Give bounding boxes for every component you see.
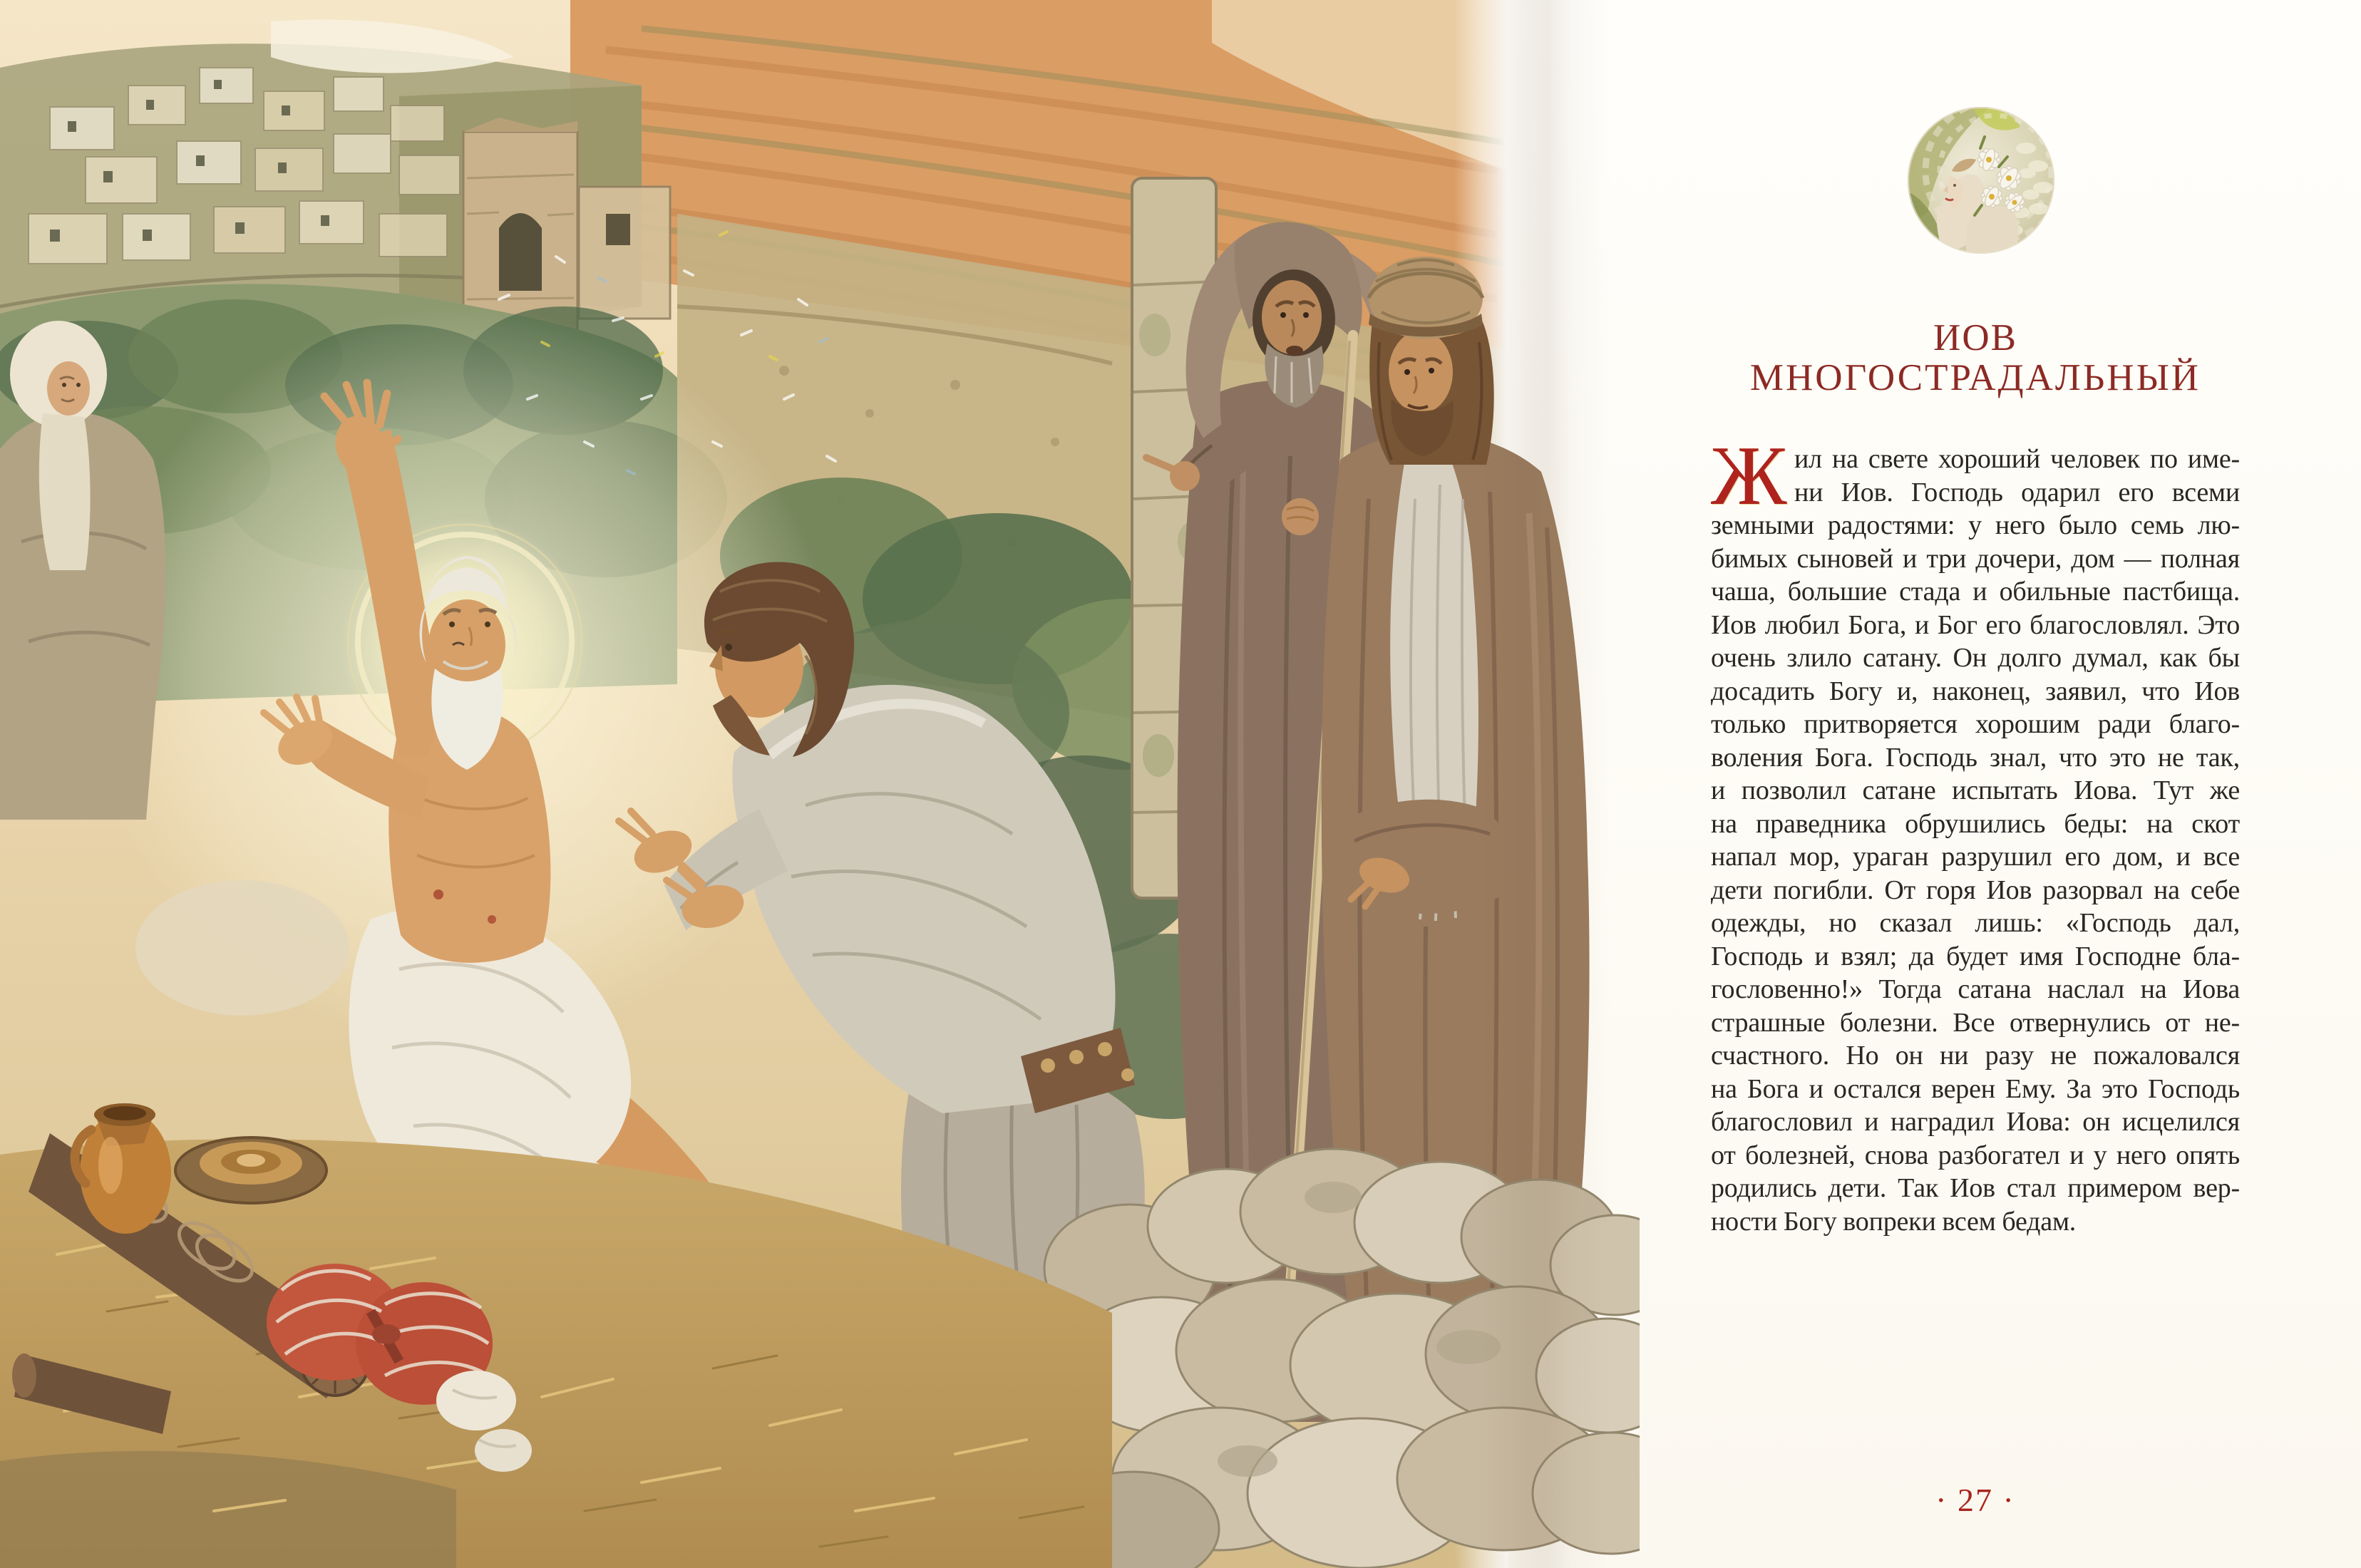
drop-cap: Ж [1711,428,1787,522]
story-text [1711,428,2240,1238]
page-number: · 27 · [1935,1482,2015,1518]
text-line: очень злило сатану. Он долго думал, как бы [1711,643,2240,673]
text-line: страшные болезни. Все отвернулись от не- [1711,1007,2240,1038]
text-line: воления Бога. Господь знал, что это не так, [1711,742,2240,773]
text-line: ил на свете хороший человек по име- [1794,444,2240,474]
text-line: на Бога и остался верен Ему. За это Господь [1711,1073,2240,1104]
text-line: напал мор, ураган разрушил его дом, и все [1711,842,2240,872]
rocks [1044,1149,1640,1568]
rock [135,880,349,1016]
text-line: гословенно!» Тогда сатана наслал на Иова [1711,974,2240,1004]
text-line: чаша, большие стада и обильные пастбища. [1711,577,2240,607]
chapter-medallion [1906,105,2056,255]
text-line: на праведника обрушились беды: на скот [1711,808,2240,839]
text-line: благословил и наградил Иова: он исцелился [1711,1107,2240,1137]
text-line: Господь и взял; да будет имя Господне бла- [1711,941,2240,971]
chapter-title-line1: ИОВ [1933,317,2017,359]
chapter-title [1711,318,2240,398]
text-line: родились дети. Так Иов стал примером вер- [1711,1173,2240,1203]
text-line: ни Иов. Господь одарил его всеми [1794,477,2240,507]
text-line: от болезней, снова разбогател и у него опять [1711,1140,2240,1170]
text-line: Иов любил Бога, и Бог его благословлял. Это [1711,609,2240,640]
text-line: досадить Богу и, наконец, заявил, что Иов [1711,676,2240,706]
text-line: бимых сыновей и три дочери, дом — полная [1711,543,2240,574]
chapter-title-line2: МНОГОСТРАДАЛЬНЫЙ [1749,357,2201,398]
text-line: дети погибли. От горя Иов разорвал на себе [1711,875,2240,905]
text-line: одежды, но сказал лишь: «Господь дал, [1711,908,2240,938]
text-line: только притворяется хорошим ради благо- [1711,709,2240,739]
text-line: счастного. Но он ни разу не пожаловался [1711,1041,2240,1071]
text-line: земными радостями: у него было семь лю- [1711,510,2240,540]
text-line: ности Богу вопреки всем бедам. [1711,1206,2077,1237]
text-line: и позволил сатане испытать Иова. Тут же [1711,775,2240,805]
bread-plate [175,1138,326,1203]
